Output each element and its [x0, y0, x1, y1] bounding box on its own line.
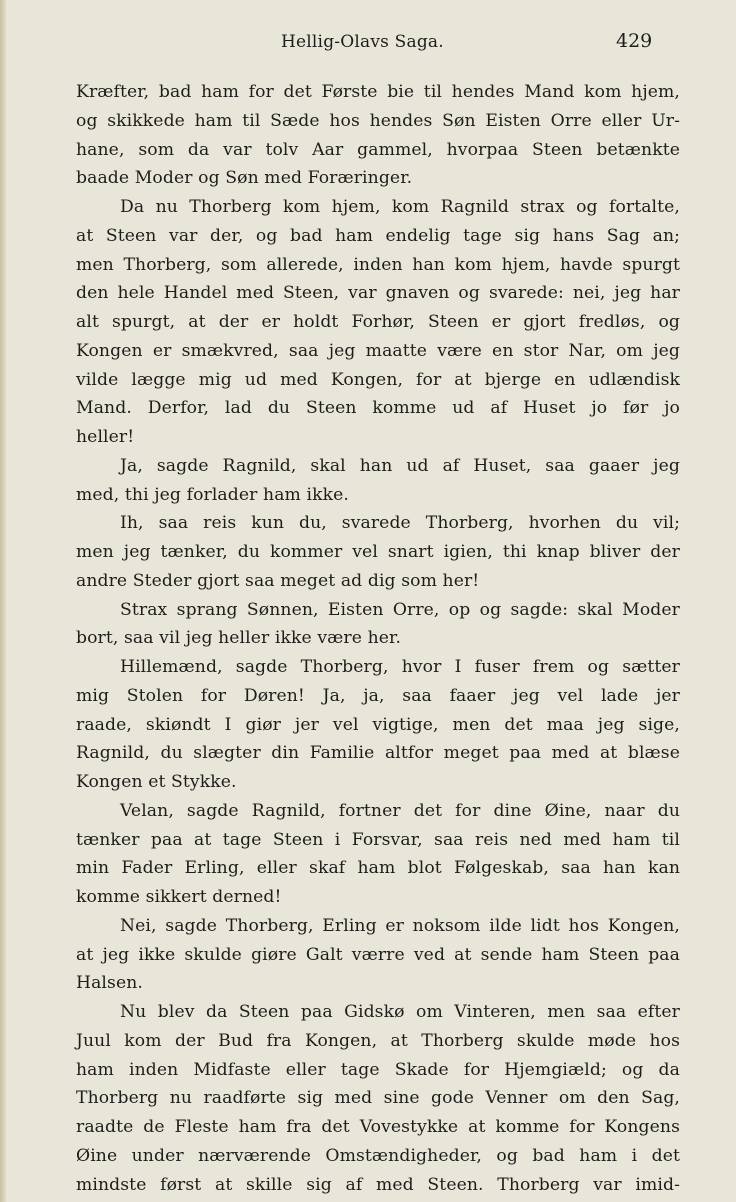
text-line: baade Moder og Søn med Foræringer.: [76, 168, 413, 189]
text-line: men jeg tænker, du kommer vel snart igien, thi knap bliver der: [76, 542, 680, 562]
page-number: 429: [616, 30, 653, 52]
text-line: Thorberg nu raadførte sig med sine gode Venner om den Sag,: [76, 1088, 680, 1109]
text-line: heller!: [76, 427, 135, 447]
text-line: Kræfter, bad ham for det Første bie til hendes Mand kom hjem,: [76, 82, 680, 102]
text-line: Kongen et Stykke.: [76, 772, 237, 792]
text-line: raadte de Fleste ham fra det Vovestykke at komme for Kongens: [76, 1117, 680, 1137]
text-line: Ja, sagde Ragnild, skal han ud af Huset, saa gaaer jeg: [120, 455, 680, 476]
text-line: Nu blev da Steen paa Gidskø om Vinteren, men saa efter: [120, 1002, 680, 1022]
text-line: andre Steder gjort saa meget ad dig som her!: [76, 570, 480, 591]
text-line: tænker paa at tage Steen i Forsvar, saa reis ned med ham til: [76, 829, 680, 850]
text-line: Hillemænd, sagde Thorberg, hvor I fuser frem og sætter: [120, 657, 680, 677]
text-line: men Thorberg, som allerede, inden han kom hjem, havde spurgt: [76, 254, 680, 275]
text-line: bort, saa vil jeg heller ikke være her.: [76, 628, 402, 649]
text-line: Da nu Thorberg kom hjem, kom Ragnild strax og fortalte,: [120, 197, 680, 217]
page-header: [0, 32, 736, 62]
text-line: raade, skiøndt I giør jer vel vigtige, men det maa jeg sige,: [76, 714, 680, 735]
text-line: Mand. Derfor, lad du Steen komme ud af Huset jo før jo: [76, 398, 680, 419]
text-line: Nei, sagde Thorberg, Erling er noksom ilde lidt hos Kongen,: [120, 915, 680, 936]
text-line: mig Stolen for Døren! Ja, ja, saa faaer jeg vel lade jer: [76, 685, 680, 706]
text-line: Halsen.: [76, 973, 143, 994]
text-line: hane, som da var tolv Aar gammel, hvorpaa Steen betænkte: [76, 139, 680, 160]
text-line: Øine under nærværende Omstændigheder, og bad ham i det: [76, 1145, 680, 1166]
text-line: Kongen er smækvred, saa jeg maatte være en stor Nar, om jeg: [76, 340, 680, 361]
body-text: [76, 78, 680, 1199]
text-line: Strax sprang Sønnen, Eisten Orre, op og sagde: skal Moder: [120, 599, 680, 620]
text-line: med, thi jeg forlader ham ikke.: [76, 484, 349, 505]
text-line: at Steen var der, og bad ham endelig tage sig hans Sag an;: [76, 225, 680, 246]
text-line: Juul kom der Bud fra Kongen, at Thorberg skulde møde hos: [76, 1030, 680, 1051]
page-binding-edge: [0, 0, 7, 1202]
text-line: Ih, saa reis kun du, svarede Thorberg, hvorhen du vil;: [120, 513, 680, 534]
text-line: den hele Handel med Steen, var gnaven og svarede: nei, jeg har: [76, 283, 680, 304]
running-title: Hellig-Olavs Saga.: [281, 32, 444, 52]
text-line: at jeg ikke skulde giøre Galt værre ved at sende ham Steen paa: [76, 944, 680, 965]
text-line: Velan, sagde Ragnild, fortner det for dine Øine, naar du: [120, 800, 680, 821]
text-line: min Fader Erling, eller skaf ham blot Følgeskab, saa han kan: [76, 858, 680, 879]
text-line: alt spurgt, at der er holdt Forhør, Steen er gjort fredløs, og: [76, 312, 680, 332]
text-line: ham inden Midfaste eller tage Skade for Hjemgiæld; og da: [76, 1059, 680, 1080]
text-line: komme sikkert derned!: [76, 887, 282, 907]
text-line: og skikkede ham til Sæde hos hendes Søn Eisten Orre eller Ur-: [76, 110, 680, 131]
text-line: vilde lægge mig ud med Kongen, for at bjerge en udlændisk: [76, 369, 680, 390]
text-line: Ragnild, du slægter din Familie altfor meget paa med at blæse: [76, 743, 680, 764]
text-line: mindste først at skille sig af med Steen. Thorberg var imid-: [76, 1174, 680, 1195]
